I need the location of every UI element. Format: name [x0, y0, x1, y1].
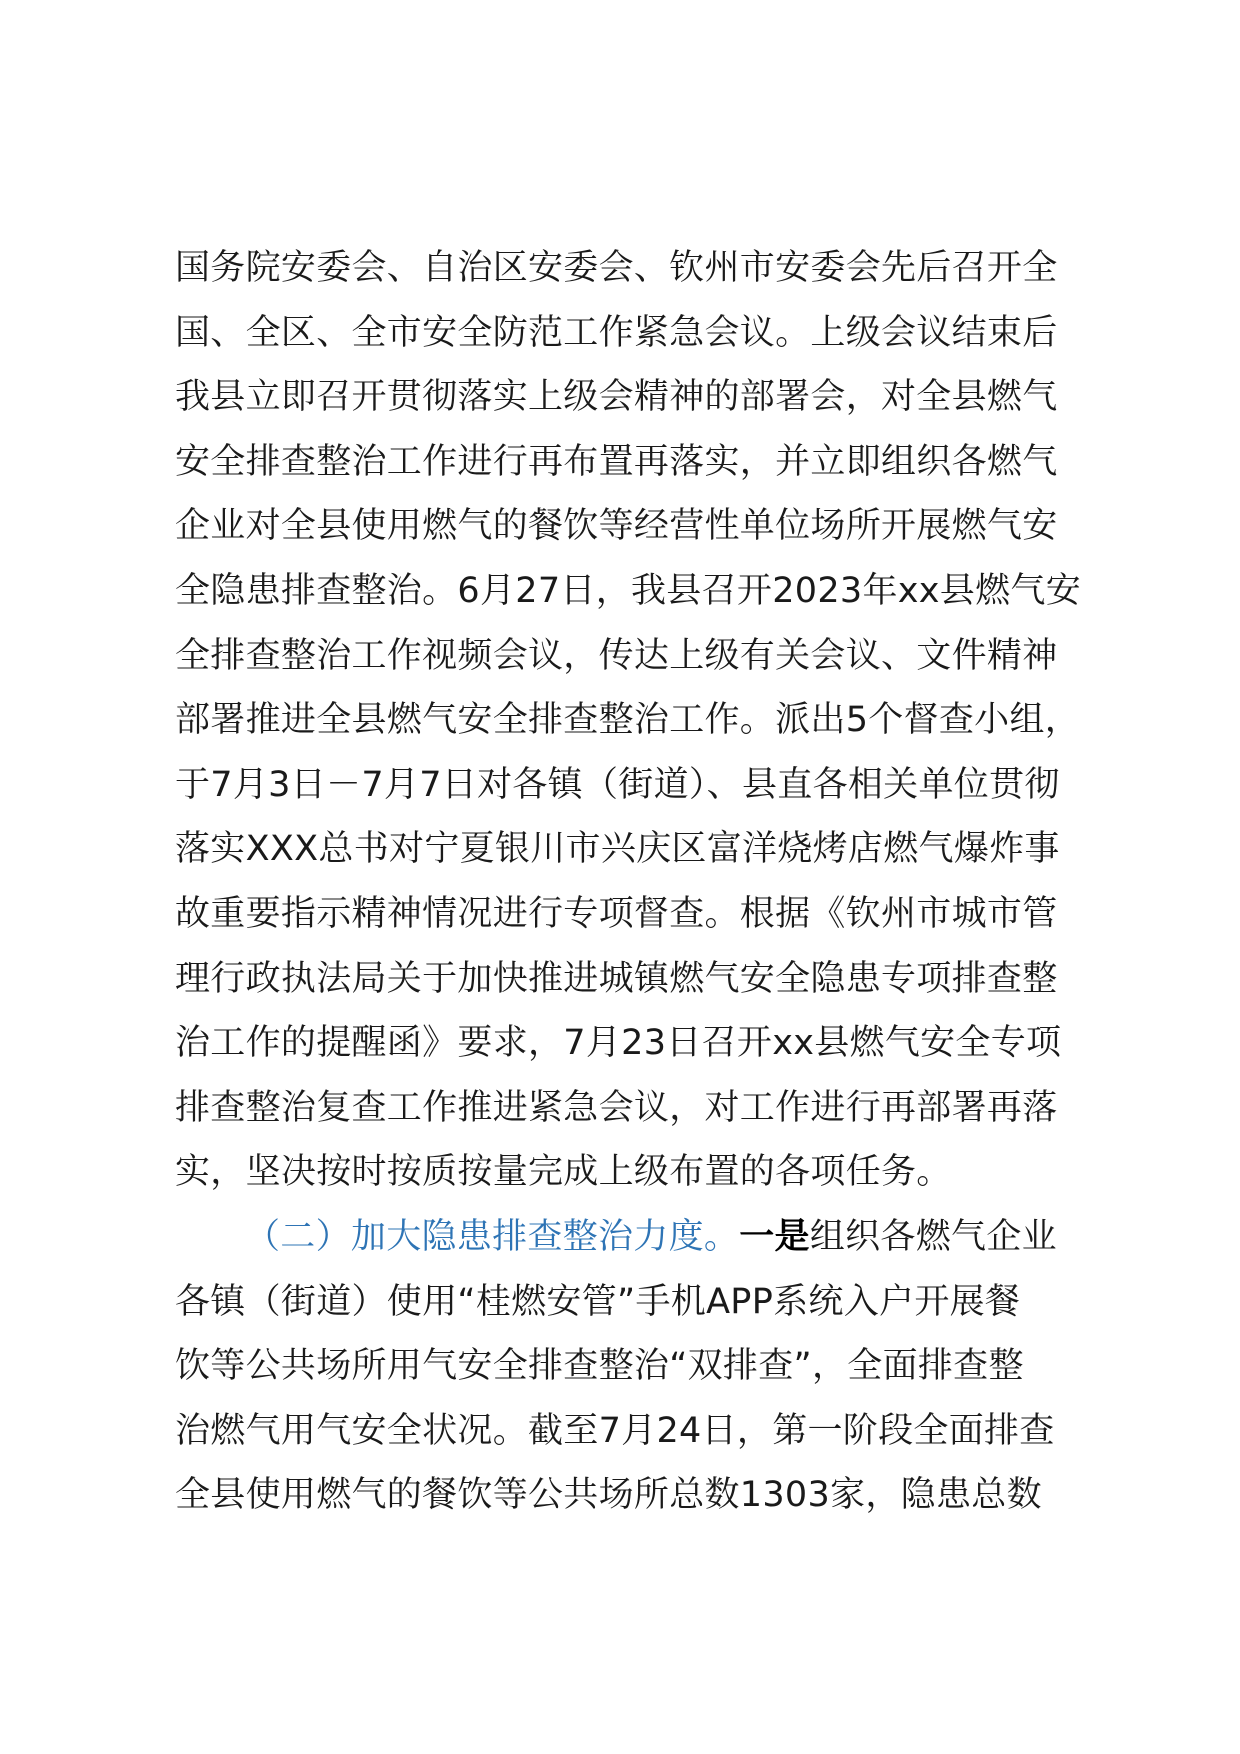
paragraph-line: 企业对全县使用燃气的餐饮等经营性单位场所开展燃气安: [175, 506, 1058, 547]
paragraph-line: 各镇（街道）使用“桂燃安管”手机APP系统入户开展餐: [175, 1281, 1021, 1322]
paragraph-line: 国、全区、全市安全防范工作紧急会议。上级会议结束后: [175, 312, 1058, 353]
paragraph-line: 于7月3日－7月7日对各镇（街道）、县直各相关单位贯彻: [175, 764, 1060, 805]
paragraph-line: 排查整治复查工作推进紧急会议，对工作进行再部署再落: [175, 1087, 1058, 1128]
paragraph-line: 部署推进全县燃气安全排查整治工作。派出5个督查小组，: [175, 700, 1081, 741]
section-heading: （二）加大隐患排查整治力度。: [245, 1216, 740, 1257]
paragraph-line: 国务院安委会、自治区安委会、钦州市安委会先后召开全: [175, 248, 1058, 288]
section-heading-line: [175, 1205, 1105, 1270]
paragraph-line: 落实XXX总书对宁夏银川市兴庆区富洋烧烤店燃气爆炸事: [175, 829, 1060, 870]
paragraph-line: 我县立即召开贯彻落实上级会精神的部署会，对全县燃气: [175, 377, 1058, 418]
lead-phrase: 一是: [739, 1216, 810, 1257]
paragraph-line: 饮等公共场所用气安全排查整治“双排查”，全面排查整: [175, 1346, 1024, 1387]
paragraph-line: 理行政执法局关于加快推进城镇燃气安全隐患专项排查整: [175, 958, 1058, 999]
paragraph-line: 全排查整治工作视频会议，传达上级有关会议、文件精神: [175, 635, 1058, 676]
paragraph-line: 治燃气用气安全状况。截至7月24日，第一阶段全面排查: [175, 1410, 1055, 1451]
paragraph-text: 组织各燃气企业: [809, 1216, 1057, 1257]
paragraph-line: 治工作的提醒函》要求，7月23日召开xx县燃气安全专项: [175, 1023, 1062, 1064]
body-text: [175, 236, 1105, 1528]
paragraph-line: 实，坚决按时按质按量完成上级布置的各项任务。: [175, 1152, 952, 1193]
paragraph-line: 全县使用燃气的餐饮等公共场所总数1303家，隐患总数: [175, 1475, 1042, 1516]
paragraph-line: 安全排查整治工作进行再布置再落实，并立即组织各燃气: [175, 441, 1058, 482]
paragraph-line: 全隐患排查整治。6月27日，我县召开2023年xx县燃气安: [175, 570, 1082, 611]
paragraph-line: 故重要指示精神情况进行专项督查。根据《钦州市城市管: [175, 893, 1058, 934]
